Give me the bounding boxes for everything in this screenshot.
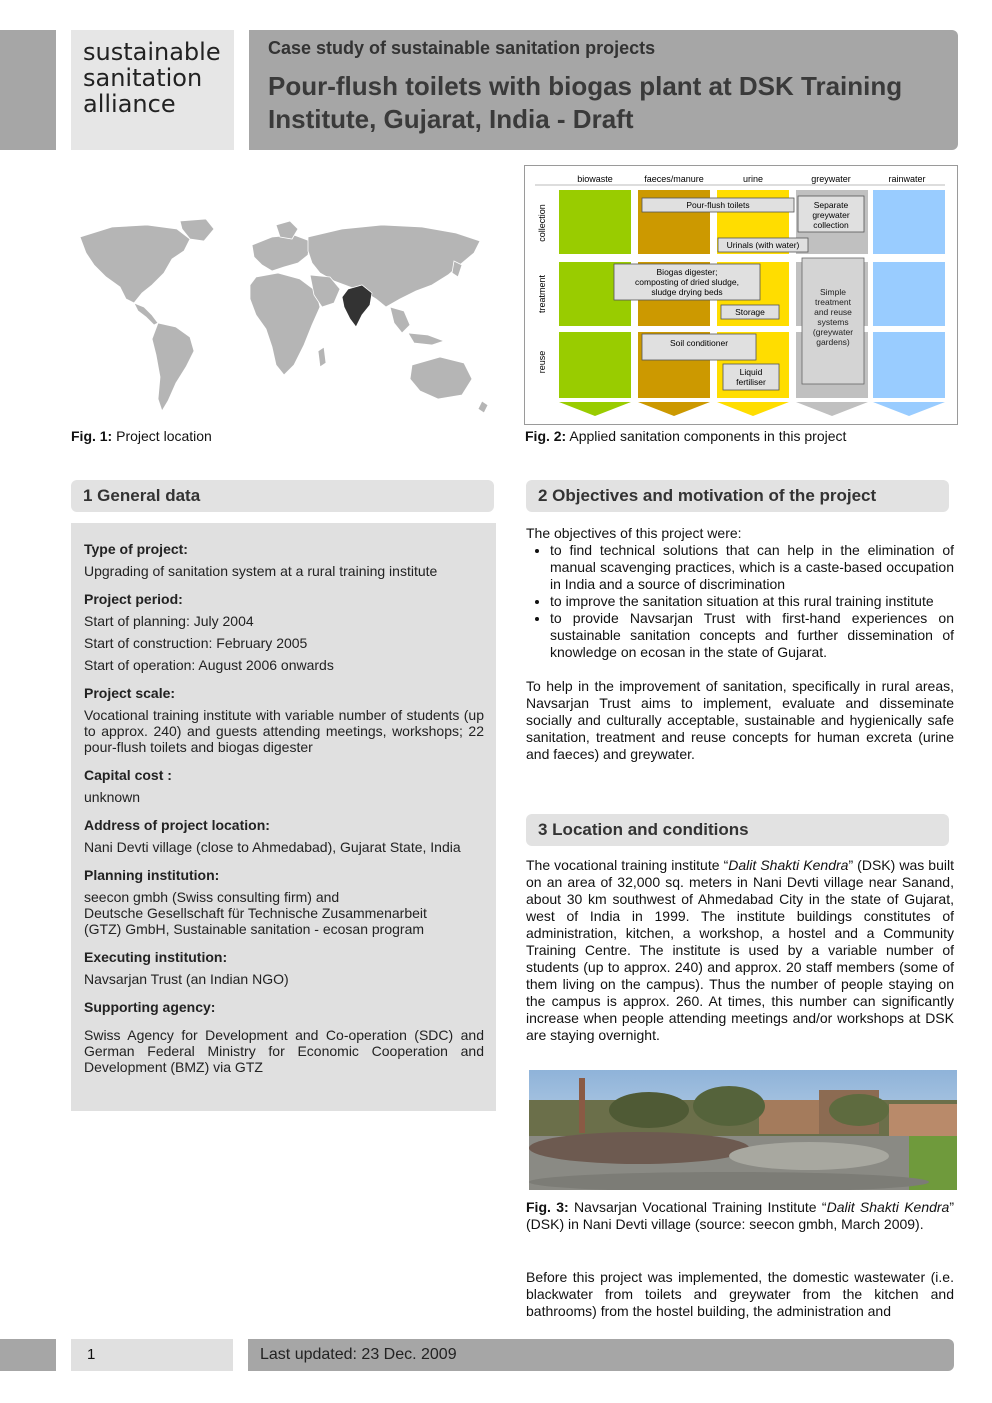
planning-line-3: (GTZ) GmbH, Sustainable sanitation - ecosan program [84, 921, 425, 937]
objective-item: • to find technical solutions that can help in the elimination of manual scavenging practices, which is a caste-based occupation in India and a source of discrimination [550, 542, 954, 593]
figure-1-caption [71, 428, 212, 445]
box-simple-treatment-line: (greywater [812, 327, 854, 337]
executing-institution-value: Navsarjan Trust (an Indian NGO) [84, 971, 289, 987]
figure-3-label: Fig. 3: [526, 1199, 569, 1215]
figure-3-italic: Dalit Shakti Kendra [826, 1199, 950, 1215]
photo-illustration [529, 1070, 957, 1190]
figure-2-caption [525, 428, 846, 445]
planning-line-2: Deutsche Gesellschaft für Technische Zusammenarbeit [84, 905, 427, 921]
box-soil-conditioner: Soil conditioner [669, 338, 729, 348]
row-label-reuse: reuse [537, 350, 547, 374]
supporting-agency-value: Swiss Agency for Development and Co-operation (SDC) and German Federal Ministry for Economic Cooperation and Development (BMZ) via GTZ [84, 1027, 484, 1075]
box-simple-treatment-line: gardens) [816, 337, 850, 347]
location-text-rest: ” (DSK) was built on an area of 32,000 sq. meters in Nani Devti village near Sanand, about 30 km southwest of Ahmedabad City in the state of Gujarat, west of India in 1999. The institute buildings constitutes of administration, kitchen, a workshop, a hostel and a Community Training Centre. The institute is used by a variable number of students (up to approx. 240) and approx. 20 staff members (some of them living on the campus). Thus the number of people staying on the campus is approx. 260. At times, this number can significantly increase when people attending meetings and/or workshops at DSK are staying overnight. [526, 857, 954, 1043]
project-period-heading: Project period: [84, 591, 183, 607]
col-header-rainwater: rainwater [888, 174, 926, 184]
logo-line: sustainable [83, 38, 221, 66]
logo-line: sanitation [83, 64, 203, 92]
box-separate-greywater-line: collection [813, 220, 849, 230]
footer-side-block [0, 1339, 56, 1371]
col-header-faeces: faeces/manure [644, 174, 704, 184]
dsk-panorama-photo [529, 1070, 957, 1190]
box-pour-flush-toilets: Pour-flush toilets [686, 200, 750, 210]
india-highlight [342, 285, 372, 327]
project-scale-heading: Project scale: [84, 685, 176, 701]
box-simple-treatment-line: treatment [815, 297, 851, 307]
planning-institution-heading: Planning institution: [84, 867, 220, 883]
objective-item: • to improve the sanitation situation at this rural training institute [550, 593, 954, 610]
box-separate-greywater-line: greywater [812, 210, 850, 220]
box-urinals: Urinals (with water) [726, 240, 800, 250]
diagram-svg [525, 166, 957, 424]
address-heading: Address of project location: [84, 817, 270, 833]
box-biogas-line: sludge drying beds [651, 287, 723, 297]
sanitation-components-diagram [524, 165, 958, 425]
objective-item: • to provide Navsarjan Trust with first-hand experiences on sustainable sanitation concepts and further dissemination of knowledge on ecosan in the state of Gujarat. [550, 610, 954, 661]
section-3-heading: 3 Location and conditions [526, 814, 949, 846]
col-header-urine: urine [742, 174, 764, 184]
capital-cost-heading: Capital cost : [84, 767, 172, 783]
ssa-logo [71, 30, 234, 150]
world-map-figure [72, 215, 496, 425]
column-biowaste [559, 190, 631, 416]
box-liquid-fertiliser-line: Liquid [739, 367, 763, 377]
figure-1-text: Project location [116, 428, 212, 444]
box-simple-treatment-line: and reuse [814, 307, 852, 317]
location-text-start: The vocational training institute “ [526, 857, 729, 873]
project-scale-value: Vocational training institute with variable number of students (up to approx. 240) and guests attending meetings, workshops; 22 pour-flush toilets and biogas digester [84, 707, 484, 755]
supporting-agency-heading: Supporting agency: [84, 999, 216, 1015]
type-of-project-value: Upgrading of sanitation system at a rural training institute [84, 563, 438, 579]
objectives-paragraph: To help in the improvement of sanitation, specifically in rural areas, Navsarjan Trust aims to implement, evaluate and disseminate socially and culturally acceptable, sustainable and hygienically safe sanitation, treatment and reuse concepts for human excreta (urine and faeces) and greywater. [526, 678, 954, 762]
period-construction: Start of construction: February 2005 [84, 635, 308, 651]
figure-2-text: Applied sanitation components in this project [569, 428, 847, 444]
page-number: 1 [71, 1339, 233, 1371]
header-title-block [249, 30, 958, 150]
location-paragraph [526, 857, 954, 1044]
box-simple-treatment-line: Simple [820, 287, 846, 297]
figure-1-label: Fig. 1: [71, 428, 113, 444]
col-header-biowaste: biowaste [577, 174, 613, 184]
period-operation: Start of operation: August 2006 onwards [84, 657, 334, 673]
logo-line: alliance [83, 90, 176, 118]
row-label-treatment: treatment [537, 274, 547, 314]
header-side-block [0, 30, 56, 150]
box-biogas-line: Biogas digester; [656, 267, 718, 277]
type-of-project-heading: Type of project: [84, 541, 188, 557]
executing-institution-heading: Executing institution: [84, 949, 228, 965]
location-text-italic: Dalit Shakti Kendra [728, 857, 849, 873]
figure-3-caption [526, 1199, 954, 1233]
box-storage: Storage [735, 307, 765, 317]
column-faeces [638, 190, 710, 416]
row-label-collection: collection [537, 204, 547, 242]
col-header-greywater: greywater [811, 174, 851, 184]
general-data-box [71, 523, 496, 1111]
document-title: Pour-flush toilets with biogas plant at DSK Training Institute, Gujarat, India - Draft [268, 71, 903, 134]
objectives-block [526, 525, 954, 763]
box-simple-treatment-line: systems [817, 317, 849, 327]
document-subtitle: Case study of sustainable sanitation projects [268, 38, 656, 58]
box-liquid-fertiliser-line: fertiliser [736, 377, 766, 387]
figure-3-text-b: ” (DSK) in Nani Devti village (source: seecon gmbh, March 2009). [526, 1199, 955, 1232]
objectives-intro: The objectives of this project were: [526, 525, 742, 541]
world-map-image [72, 215, 496, 425]
capital-cost-value: unknown [84, 789, 141, 805]
section-2-heading: 2 Objectives and motivation of the project [526, 480, 949, 512]
period-planning: Start of planning: July 2004 [84, 613, 254, 629]
planning-line-1: seecon gmbh (Swiss consulting firm) and [84, 889, 340, 905]
objectives-list [526, 542, 954, 661]
last-updated: Last updated: 23 Dec. 2009 [248, 1339, 954, 1371]
address-value: Nani Devti village (close to Ahmedabad), Gujarat State, India [84, 839, 461, 855]
section-1-heading: 1 General data [71, 480, 494, 512]
figure-3-text-a: Navsarjan Vocational Training Institute “ [574, 1199, 827, 1215]
column-rainwater [873, 190, 945, 416]
location-paragraph-2: Before this project was implemented, the domestic wastewater (i.e. blackwater from toilets and greywater from the kitchen and bathrooms) from the hostel building, the administration and [526, 1269, 954, 1319]
box-separate-greywater-line: Separate [813, 200, 849, 210]
figure-2-label: Fig. 2: [525, 428, 567, 444]
box-biogas-line: composting of dried sludge, [635, 277, 739, 287]
